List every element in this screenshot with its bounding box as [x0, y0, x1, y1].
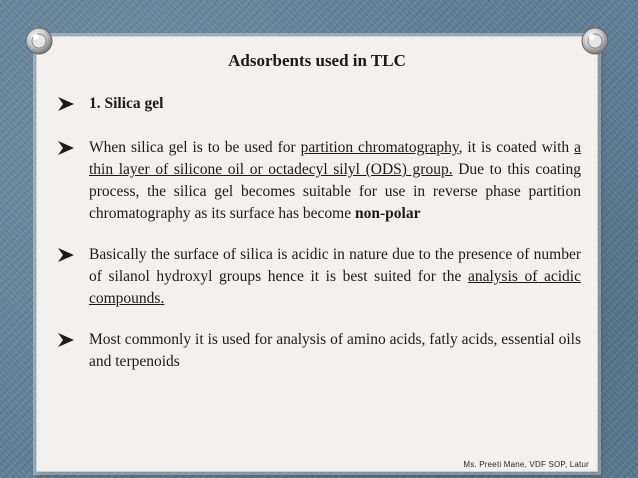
arrow-bullet-icon [57, 94, 75, 114]
footer-credit: Ms. Preeti Mane, VDF SOP, Latur [463, 460, 589, 469]
bullet-item [55, 93, 581, 115]
slide-frame [36, 36, 598, 472]
bullet-text-segment: a thin layer of silicone oil or octadecyl silyl (ODS) group. [89, 139, 581, 178]
arrow-bullet-icon [57, 138, 75, 158]
slide-title: Adsorbents used in TLC [228, 51, 406, 70]
bullet-text-segment: When silica gel is to be used for [89, 139, 301, 156]
bullet-item [55, 244, 581, 310]
bullet-text-segment: Due to this coating process, the silica gel becomes suitable for use in reverse phase partition chromatography as its surface has become [89, 161, 581, 222]
bullet-list [55, 93, 581, 392]
arrow-bullet-icon [57, 330, 75, 350]
bullet-text-segment: analysis of acidic compounds. [89, 268, 581, 307]
bullet-text-segment: , it is coated with [458, 139, 575, 156]
bullet-text-segment: 1. Silica gel [89, 95, 164, 112]
bullet-text-segment: Basically the surface of silica is acidic in nature due to the presence of number of silanol hydroxyl groups hence it is best suited for the [89, 246, 581, 285]
bullet-item [55, 137, 581, 225]
arrow-bullet-icon [57, 245, 75, 265]
bullet-text-segment: partition chromatography [300, 139, 459, 156]
bullet-text-segment: non-polar [354, 205, 421, 222]
bullet-text-segment: Most commonly it is used for analysis of amino acids, fatly acids, essential oils and terpenoids [89, 331, 581, 370]
bullet-item [55, 329, 581, 373]
